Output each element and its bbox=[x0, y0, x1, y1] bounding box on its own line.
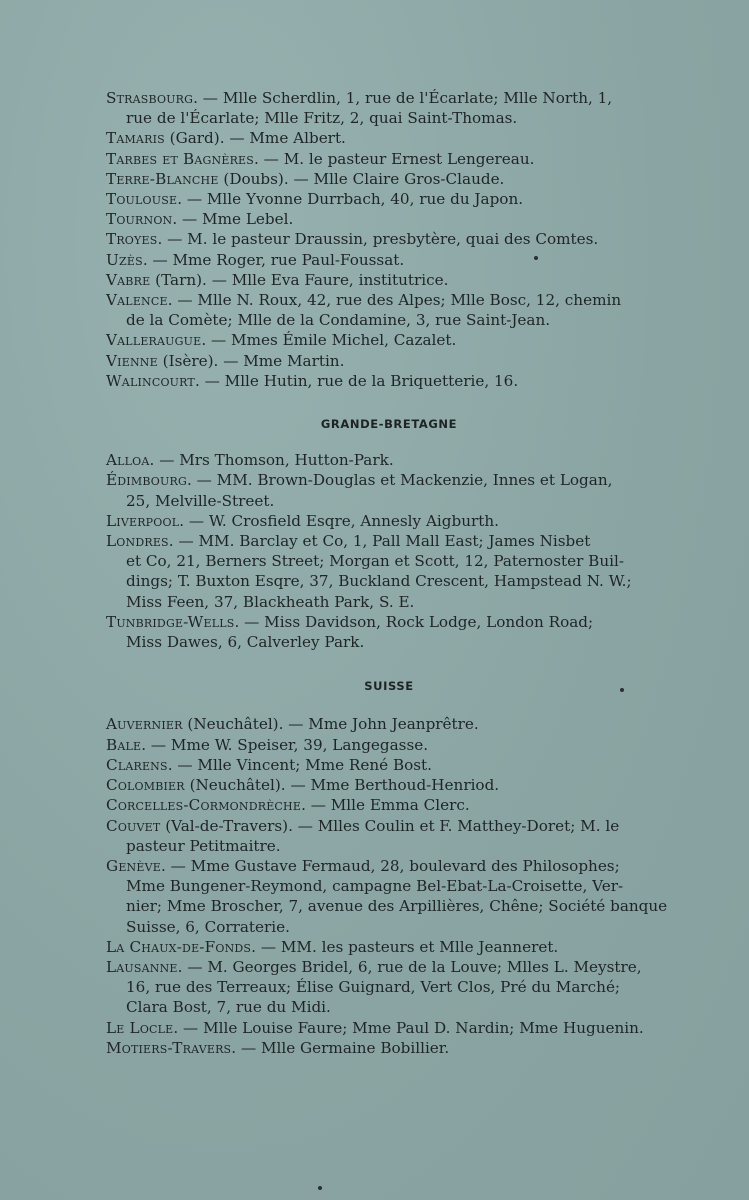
entry-text: . — Mme Lebel. bbox=[172, 210, 294, 229]
place-name: Walincourt bbox=[106, 371, 195, 390]
place-name: Motiers-Travers bbox=[106, 1038, 232, 1057]
directory-entry bbox=[106, 795, 672, 815]
entry-text: . — Mlle Germaine Bobillier. bbox=[231, 1038, 450, 1057]
place-name: La Chaux-de-Fonds bbox=[106, 937, 252, 956]
directory-entry bbox=[106, 250, 672, 270]
section-france-end bbox=[106, 88, 672, 391]
entry-text: . — Mlle N. Roux, 42, rue des Alpes; Mlle Bosc, 12, chemin bbox=[167, 291, 622, 310]
place-name: Couvet bbox=[106, 816, 161, 835]
directory-entry bbox=[106, 290, 672, 330]
section-title-grande-bretagne: GRANDE-BRETAGNE bbox=[320, 417, 458, 432]
directory-entry bbox=[106, 856, 672, 937]
entry-text: (Gard). — Mme Albert. bbox=[164, 129, 346, 148]
entry-continuation: 16, rue des Terreaux; Élise Guignard, Vert Clos, Pré du Marché; bbox=[126, 978, 621, 997]
speck bbox=[620, 688, 624, 692]
place-name: Corcelles-Cormondrèche bbox=[106, 796, 302, 815]
directory-entry bbox=[106, 775, 672, 795]
directory-entry bbox=[106, 755, 672, 775]
place-name: Terre-Blanche bbox=[106, 169, 219, 188]
entry-text: . — Mme W. Speiser, 39, Langegasse. bbox=[141, 735, 429, 754]
directory-entry bbox=[106, 450, 672, 470]
entry-text: . — Mlle Vincent; Mme René Bost. bbox=[167, 755, 432, 774]
place-name: Colombier bbox=[106, 776, 185, 795]
directory-entry bbox=[106, 351, 672, 371]
entry-continuation: dings; T. Buxton Esqre, 37, Buckland Crescent, Hampstead N. W.; bbox=[126, 572, 632, 591]
directory-entry bbox=[106, 330, 672, 350]
entry-text: . — Mmes Émile Michel, Cazalet. bbox=[201, 331, 457, 350]
directory-entry bbox=[106, 612, 672, 652]
entry-text: (Neuchâtel). — Mme John Jeanprêtre. bbox=[182, 715, 479, 734]
section-title-suisse: SUISSE bbox=[364, 679, 414, 694]
entry-continuation: nier; Mme Broscher, 7, avenue des Arpillières, Chêne; Société banque bbox=[126, 897, 668, 916]
place-name: Clarens bbox=[106, 755, 168, 774]
directory-entry bbox=[106, 88, 672, 128]
entry-text: . — Mrs Thomson, Hutton-Park. bbox=[149, 451, 394, 470]
directory-entry bbox=[106, 128, 672, 148]
entry-text: . — Mlle Yvonne Durrbach, 40, rue du Japon. bbox=[177, 190, 524, 209]
directory-entry bbox=[106, 1018, 672, 1038]
directory-entry bbox=[106, 209, 672, 229]
place-name: Tournon bbox=[106, 210, 173, 229]
directory-entry bbox=[106, 957, 672, 1018]
entry-continuation: Suisse, 6, Corraterie. bbox=[126, 917, 290, 936]
section-grande-bretagne bbox=[106, 450, 672, 652]
entry-text: . — MM. Brown-Douglas et Mackenzie, Innes et Logan, bbox=[186, 471, 613, 490]
place-name: Genève bbox=[106, 856, 161, 875]
place-name: Lausanne bbox=[106, 957, 178, 976]
place-name: Liverpool bbox=[106, 511, 180, 530]
entry-text: . — M. Georges Bridel, 6, rue de la Louve; Mlles L. Meystre, bbox=[177, 957, 642, 976]
document-page bbox=[106, 88, 672, 1058]
entry-text: . — MM. les pasteurs et Mlle Jeanneret. bbox=[251, 937, 559, 956]
place-name: Strasbourg bbox=[106, 89, 194, 107]
entry-continuation: 25, Melville-Street. bbox=[126, 491, 275, 510]
entry-continuation: rue de l'Écarlate; Mlle Fritz, 2, quai Saint-Thomas. bbox=[126, 109, 518, 128]
directory-entry bbox=[106, 1038, 672, 1058]
place-name: Troyes bbox=[106, 230, 158, 249]
directory-entry bbox=[106, 511, 672, 531]
directory-entry bbox=[106, 937, 672, 957]
directory-entry bbox=[106, 371, 672, 391]
entry-text: . — W. Crosfield Esqre, Annesly Aigburth. bbox=[179, 511, 499, 530]
place-name: Tamaris bbox=[106, 129, 165, 148]
speck bbox=[318, 1186, 322, 1190]
entry-continuation: Clara Bost, 7, rue du Midi. bbox=[126, 998, 331, 1017]
place-name: Le Locle bbox=[106, 1018, 174, 1037]
directory-entry bbox=[106, 270, 672, 290]
entry-text: . — M. le pasteur Draussin, presbytère, quai des Comtes. bbox=[157, 230, 599, 249]
entry-continuation: Miss Dawes, 6, Calverley Park. bbox=[126, 633, 365, 652]
place-name: Vabre bbox=[106, 270, 151, 289]
entry-text: (Neuchâtel). — Mme Berthoud-Henriod. bbox=[184, 776, 500, 795]
entry-continuation: de la Comète; Mlle de la Condamine, 3, rue Saint-Jean. bbox=[126, 311, 551, 330]
place-name: Tarbes et Bagnères bbox=[106, 149, 255, 168]
directory-entry bbox=[106, 735, 672, 755]
section-suisse bbox=[106, 714, 672, 1057]
place-name: Valence bbox=[106, 291, 168, 310]
place-name: Tunbridge-Wells bbox=[106, 612, 235, 631]
entry-text: (Isère). — Mme Martin. bbox=[157, 351, 345, 370]
place-name: Valleraugue bbox=[106, 331, 202, 350]
entry-continuation: Mme Bungener-Reymond, campagne Bel-Ebat-La-Croisette, Ver- bbox=[126, 877, 624, 896]
speck bbox=[534, 256, 538, 260]
entry-text: . — Mlle Louise Faure; Mme Paul D. Nardin; Mme Huguenin. bbox=[173, 1018, 644, 1037]
place-name: Auvernier bbox=[106, 715, 183, 734]
entry-text: . — Mlle Scherdlin, 1, rue de l'Écarlate; Mlle North, 1, bbox=[193, 89, 613, 107]
entry-text: . — Mlle Emma Clerc. bbox=[301, 796, 470, 815]
entry-text: (Doubs). — Mlle Claire Gros-Claude. bbox=[218, 169, 505, 188]
place-name: Londres bbox=[106, 532, 169, 551]
entry-text: . — Miss Davidson, Rock Lodge, London Road; bbox=[234, 612, 594, 631]
entry-text: . — Mme Roger, rue Paul-Foussat. bbox=[142, 250, 405, 269]
entry-continuation: Miss Feen, 37, Blackheath Park, S. E. bbox=[126, 592, 415, 611]
directory-entry bbox=[106, 169, 672, 189]
entry-text: . — MM. Barclay et Co, 1, Pall Mall East; James Nisbet bbox=[168, 532, 591, 551]
place-name: Toulouse bbox=[106, 190, 178, 209]
place-name: Édimbourg bbox=[106, 471, 187, 490]
directory-entry bbox=[106, 714, 672, 734]
entry-text: . — M. le pasteur Ernest Lengereau. bbox=[254, 149, 535, 168]
directory-entry bbox=[106, 229, 672, 249]
entry-text: (Val-de-Travers). — Mlles Coulin et F. Matthey-Doret; M. le bbox=[160, 816, 620, 835]
directory-entry bbox=[106, 149, 672, 169]
entry-text: . — Mme Gustave Fermaud, 28, boulevard des Philosophes; bbox=[161, 856, 620, 875]
directory-entry bbox=[106, 470, 672, 510]
place-name: Uzès bbox=[106, 250, 143, 269]
directory-entry bbox=[106, 531, 672, 612]
entry-continuation: pasteur Petitmaitre. bbox=[126, 836, 281, 855]
directory-entry bbox=[106, 189, 672, 209]
directory-entry bbox=[106, 816, 672, 856]
entry-text: . — Mlle Hutin, rue de la Briquetterie, 16. bbox=[194, 371, 519, 390]
entry-text: (Tarn). — Mlle Eva Faure, institutrice. bbox=[150, 270, 449, 289]
place-name: Vienne bbox=[106, 351, 158, 370]
place-name: Bale bbox=[106, 735, 142, 754]
place-name: Alloa bbox=[106, 451, 150, 470]
entry-continuation: et Co, 21, Berners Street; Morgan et Scott, 12, Paternoster Buil- bbox=[126, 552, 624, 571]
